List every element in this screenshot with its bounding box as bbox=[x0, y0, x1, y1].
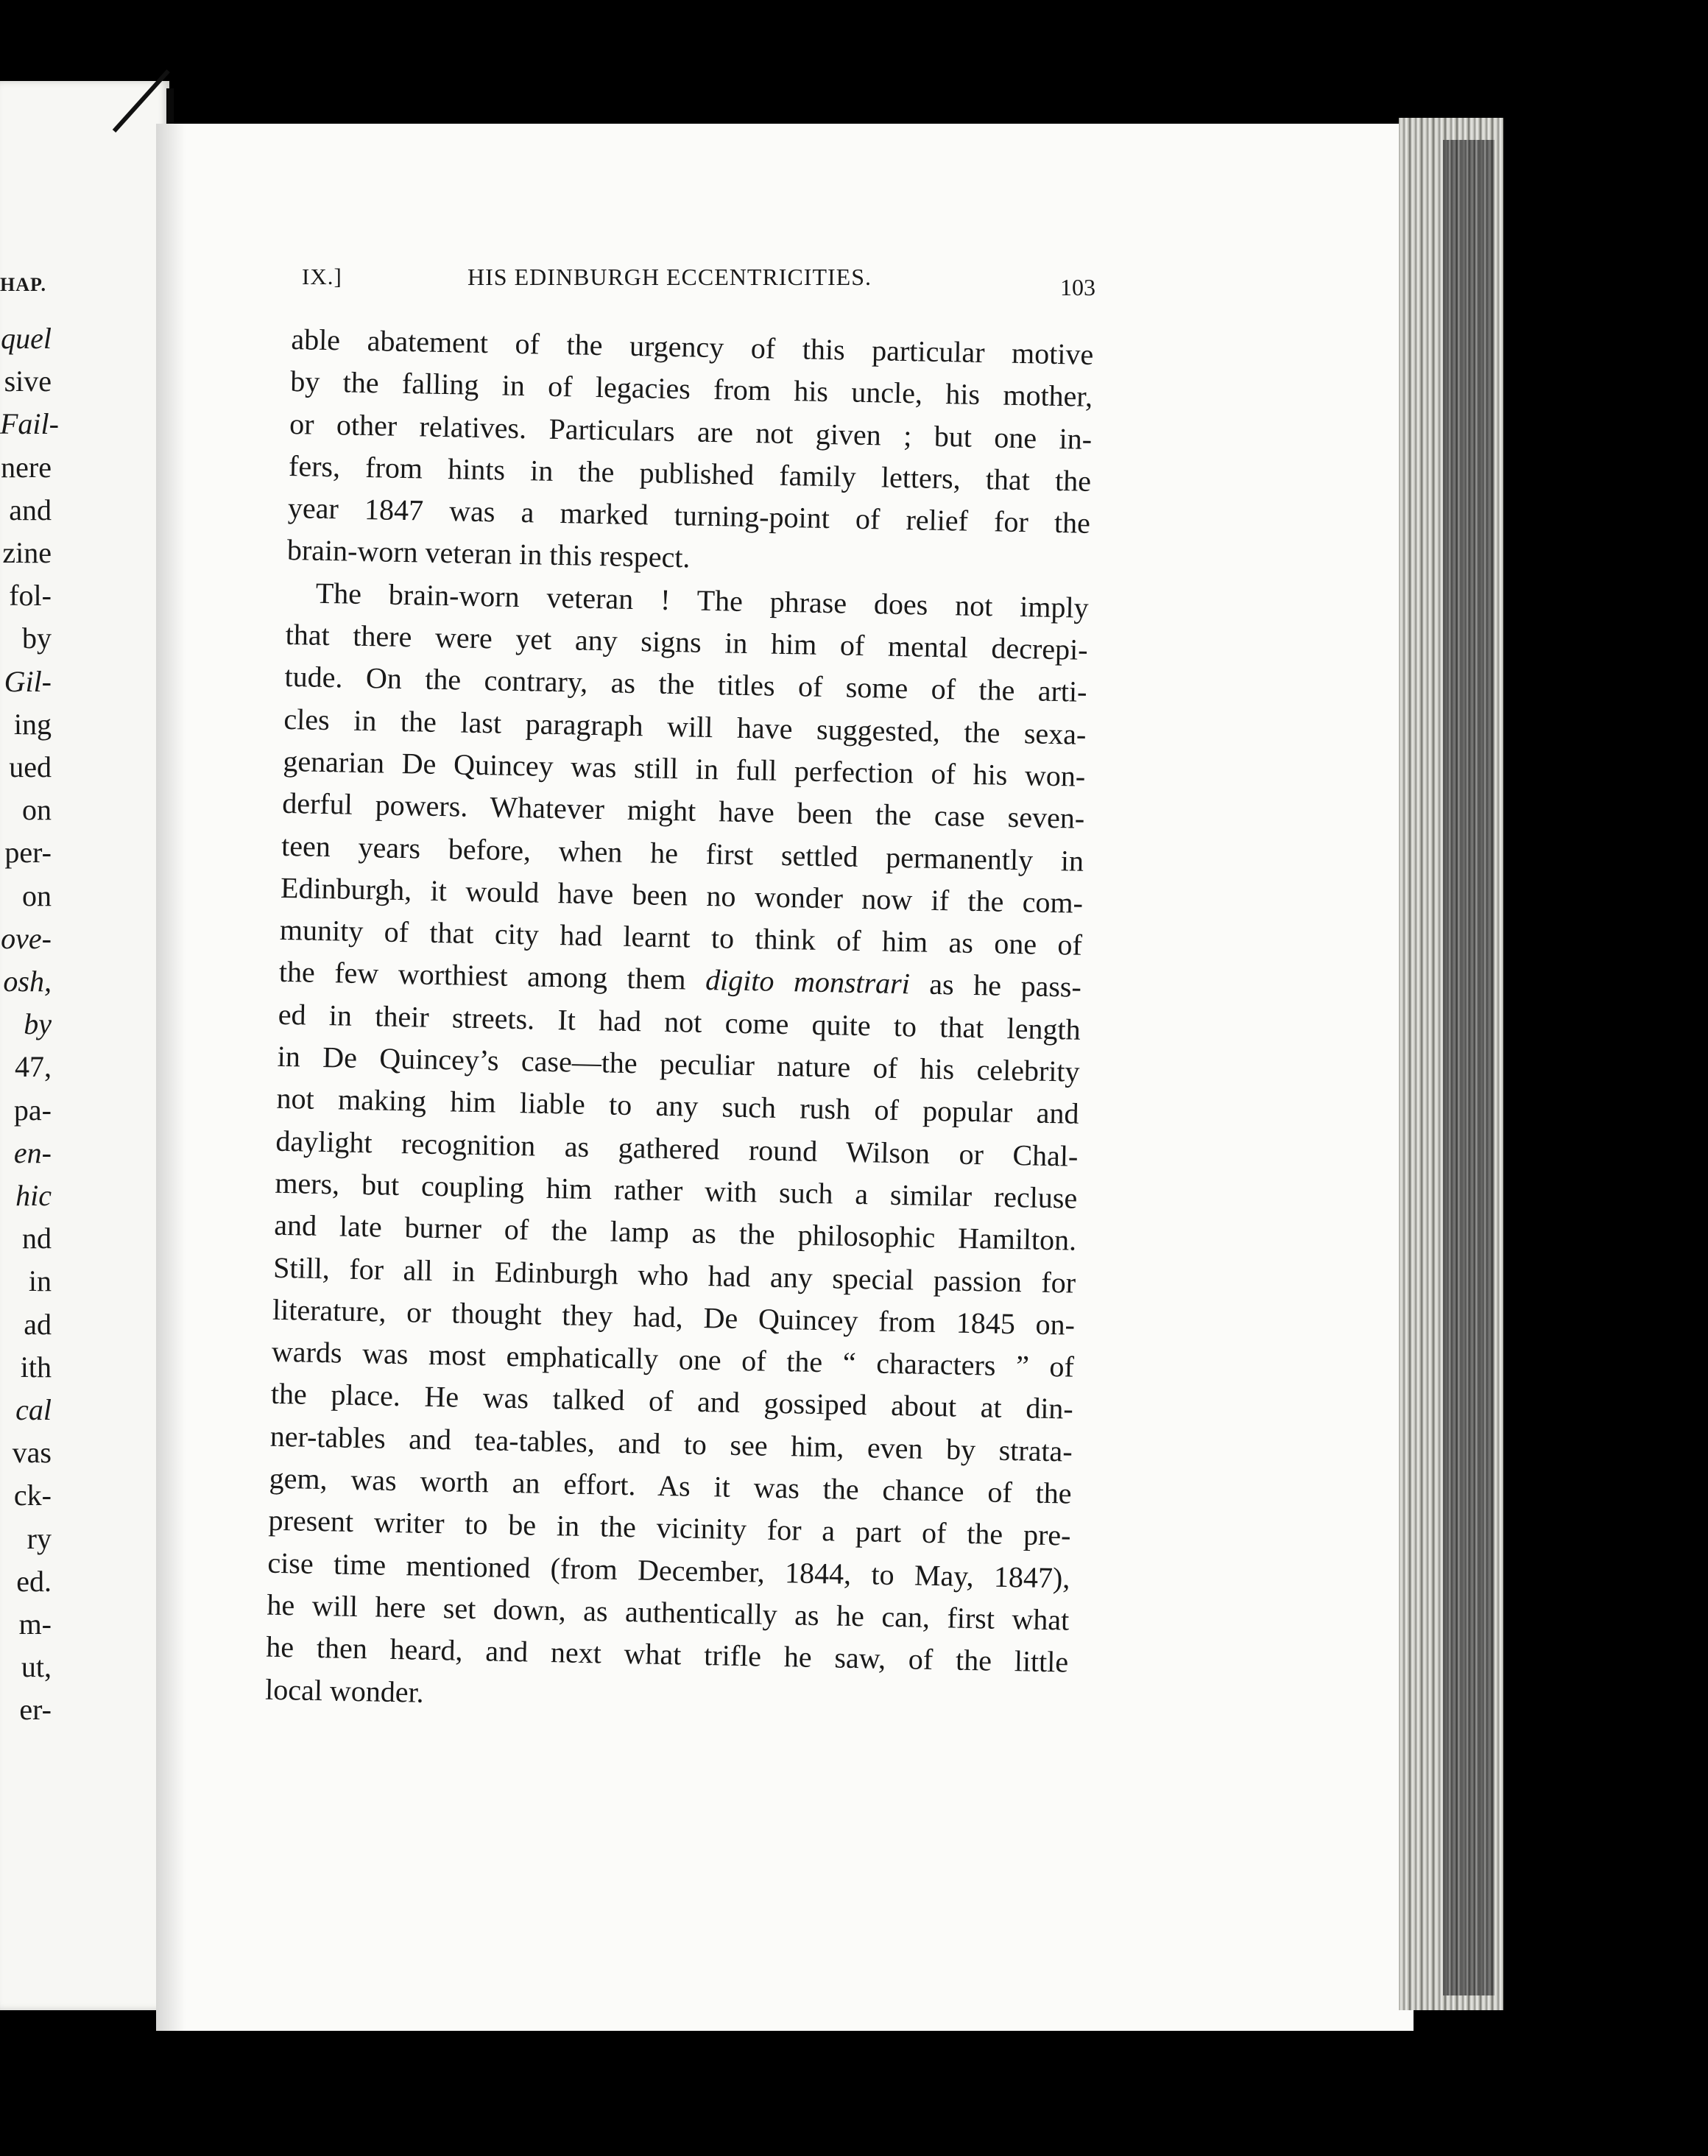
body-line: The brain-worn veteran ! The phrase does not imply bbox=[315, 576, 1090, 624]
running-title: HIS EDINBURGH ECCENTRICITIES. bbox=[467, 264, 872, 290]
body-line: fers, from hints in the published family letters, that the bbox=[288, 448, 1092, 498]
body-line: wards was most emphatically one of the “ characters ” of bbox=[271, 1334, 1075, 1384]
italic-phrase: digito monstrari bbox=[705, 963, 911, 1001]
left-page-line: pa- bbox=[13, 1093, 52, 1127]
body-line: literature, or thought they had, De Quincey from 1845 on- bbox=[272, 1292, 1076, 1342]
body-line: cles in the last paragraph will have suggested, the sexa- bbox=[283, 702, 1087, 751]
left-page-line: osh, bbox=[3, 965, 52, 998]
left-page-line: er- bbox=[19, 1693, 52, 1727]
body-line: that there were yet any signs in him of mental decrepi- bbox=[285, 618, 1088, 666]
left-page-line: hic bbox=[15, 1179, 52, 1212]
body-line: teen years before, when he first settled permanently in bbox=[280, 828, 1084, 878]
body-line: present writer to be in the vicinity for a part of the pre- bbox=[268, 1504, 1071, 1552]
left-page-line: ck- bbox=[13, 1479, 52, 1512]
body-line: ner-tables and tea-tables, and to see him, even by strata- bbox=[269, 1419, 1073, 1468]
body-line: he then heard, and next what trifle he saw, of the little bbox=[265, 1630, 1069, 1679]
body-line: munity of that city had learnt to think of him as one of bbox=[279, 913, 1083, 962]
body-line: local wonder. bbox=[264, 1672, 425, 1709]
body-line: tude. On the contrary, as the titles of some of the arti- bbox=[284, 660, 1087, 709]
running-head bbox=[302, 264, 1112, 293]
body-line: brain-worn veteran in this respect. bbox=[286, 533, 691, 574]
left-page-line: ut, bbox=[21, 1650, 52, 1684]
left-page-line: nere bbox=[1, 450, 52, 484]
body-line: genarian De Quincey was still in full perfection of his won- bbox=[283, 744, 1086, 793]
body-line: Edinburgh, it would have been no wonder now if the com- bbox=[280, 870, 1084, 920]
left-page-line: fol- bbox=[9, 579, 52, 613]
left-page-line: sive bbox=[4, 364, 52, 398]
body-line: cise time mentioned (from December, 1844, to May, 1847), bbox=[267, 1546, 1070, 1595]
left-page-line: by bbox=[24, 1007, 52, 1041]
left-page-line: ove- bbox=[1, 921, 52, 955]
body-line-part: the few worthiest among them bbox=[278, 955, 706, 997]
body-line: the place. He was talked of and gossiped about at din- bbox=[270, 1377, 1074, 1426]
left-page-line: on bbox=[22, 878, 52, 912]
body-line: he will here set down, as authentically as he can, first what bbox=[267, 1588, 1070, 1637]
body-line: derful powers. Whatever might have been the case seven- bbox=[281, 786, 1085, 836]
body-line: and late burner of the lamp as the philosophic Hamilton. bbox=[273, 1208, 1077, 1257]
body-line: in De Quincey’s case—the peculiar nature of his celebrity bbox=[277, 1039, 1080, 1088]
left-page-line: ed. bbox=[16, 1564, 52, 1598]
left-page-line: ing bbox=[13, 707, 52, 741]
left-page-line: en- bbox=[13, 1135, 52, 1169]
body-line: or other relatives. Particulars are not given ; but one in- bbox=[289, 406, 1093, 456]
left-page-line: quel bbox=[1, 322, 52, 355]
body-line: gem, was worth an effort. As it was the chance of the bbox=[269, 1461, 1072, 1510]
left-page-header: HAP. bbox=[0, 274, 46, 295]
body-line: daylight recognition as gathered round Wilson or Chal- bbox=[275, 1124, 1079, 1173]
body-line-part: as he pass- bbox=[909, 967, 1082, 1004]
left-page-line: ith bbox=[20, 1350, 52, 1384]
left-page-line: ry bbox=[27, 1521, 52, 1555]
left-page-line: 47, bbox=[15, 1050, 52, 1084]
left-page-line: Gil- bbox=[4, 664, 52, 698]
left-page-line: ad bbox=[24, 1307, 52, 1341]
left-page-line: vas bbox=[12, 1436, 52, 1470]
left-page-line: and bbox=[9, 493, 52, 526]
body-line: mers, but coupling him rather with such a similar recluse bbox=[275, 1166, 1078, 1215]
body-line: able abatement of the urgency of this particular motive bbox=[291, 322, 1094, 371]
left-page-line: ued bbox=[9, 750, 52, 783]
left-page-line: by bbox=[22, 621, 52, 655]
left-page-line: per- bbox=[4, 836, 52, 870]
body-text bbox=[265, 318, 1094, 1725]
body-line: ed in their streets. It had not come quite to that length bbox=[278, 997, 1081, 1046]
body-line: not making him liable to any such rush of popular and bbox=[276, 1082, 1079, 1131]
left-page-line: zine bbox=[2, 536, 52, 569]
left-page-line: in bbox=[28, 1264, 52, 1298]
left-page-line: nd bbox=[22, 1222, 52, 1255]
body-line: Still, for all in Edinburgh who had any special passion for bbox=[272, 1250, 1076, 1300]
left-page-line: on bbox=[22, 793, 52, 827]
left-page-line: Fail- bbox=[0, 407, 59, 441]
left-page-line: m- bbox=[18, 1607, 52, 1641]
page-number: 103 bbox=[1060, 274, 1095, 300]
page-block-shadow bbox=[1443, 140, 1494, 1995]
body-line: by the falling in of legacies from his uncle, his mother, bbox=[289, 364, 1093, 414]
body-line: year 1847 was a marked turning-point of relief for the bbox=[287, 491, 1091, 540]
chapter-marker: IX.] bbox=[302, 264, 342, 289]
left-page-line: cal bbox=[15, 1393, 52, 1426]
